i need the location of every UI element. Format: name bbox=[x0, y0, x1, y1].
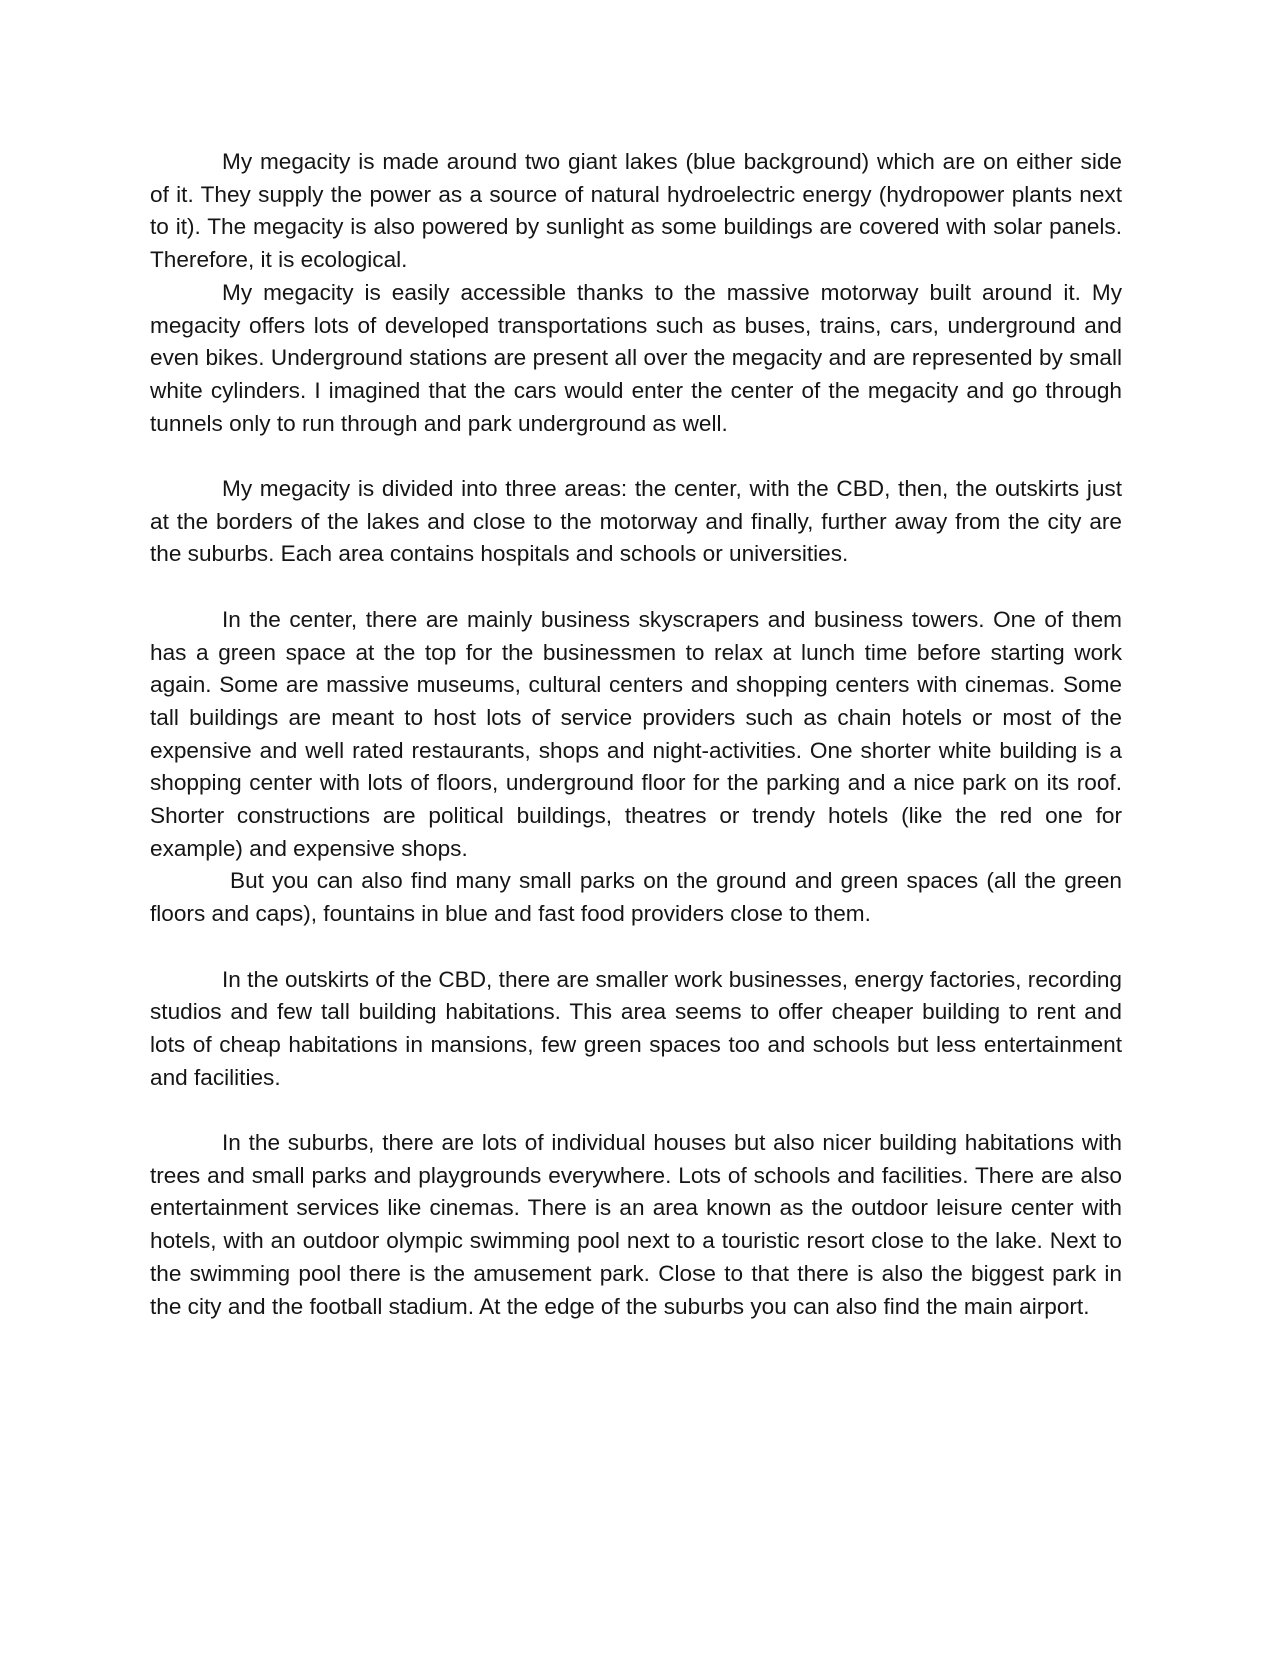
paragraph-outskirts: In the outskirts of the CBD, there are smaller work businesses, energy factories, recording studios and few tall building habitations. This area seems to offer cheaper building to rent and lots of cheap habitations in mansions, few green spaces too and schools but less entertainment and facilities. bbox=[150, 966, 1122, 1090]
paragraph-three-areas: My megacity is divided into three areas: the center, with the CBD, then, the outskirts just at the borders of the lakes and close to the motorway and finally, further away from the city are the suburbs. Each area contains hospitals and schools or universities. bbox=[150, 476, 1122, 567]
document-page bbox=[150, 146, 1122, 1323]
paragraph-center: In the center, there are mainly business skyscrapers and business towers. One of them has a green space at the top for the businessmen to relax at lunch time before starting work again. Some are massive museums, cultural centers and shopping centers with cinemas. Some tall buildings are meant to host lots of service providers such as chain hotels or most of the expensive and well rated restaurants, shops and night-activities. One shorter white building is a shopping center with lots of floors, underground floor for the parking and a nice park on its roof. Shorter constructions are political buildings, theatres or trendy hotels (like the red one for example) and expensive shops. bbox=[150, 606, 1122, 861]
paragraph-lakes-energy: My megacity is made around two giant lakes (blue background) which are on either side of it. They supply the power as a source of natural hydroelectric energy (hydropower plants next to it). The megacity is also powered by sunlight as some buildings are covered with solar panels. Therefore, it is ecological. bbox=[150, 149, 1122, 273]
paragraph-suburbs: In the suburbs, there are lots of individual houses but also nicer building habitations with trees and small parks and playgrounds everywhere. Lots of schools and facilities. There are also entertainment services like cinemas. There is an area known as the outdoor leisure center with hotels, with an outdoor olympic swimming pool next to a touristic resort close to the lake. Next to the swimming pool there is the amusement park. Close to that there is also the biggest park in the city and the football stadium. At the edge of the suburbs you can also find the main airport. bbox=[150, 1130, 1122, 1319]
paragraph-transportation: My megacity is easily accessible thanks to the massive motorway built around it. My megacity offers lots of developed transportations such as buses, trains, cars, underground and even bikes. Underground stations are present all over the megacity and are represented by small white cylinders. I imagined that the cars would enter the center of the megacity and go through tunnels only to run through and park underground as well. bbox=[150, 279, 1122, 436]
paragraph-parks: But you can also find many small parks on the ground and green spaces (all the green floors and caps), fountains in blue and fast food providers close to them. bbox=[150, 868, 1122, 927]
